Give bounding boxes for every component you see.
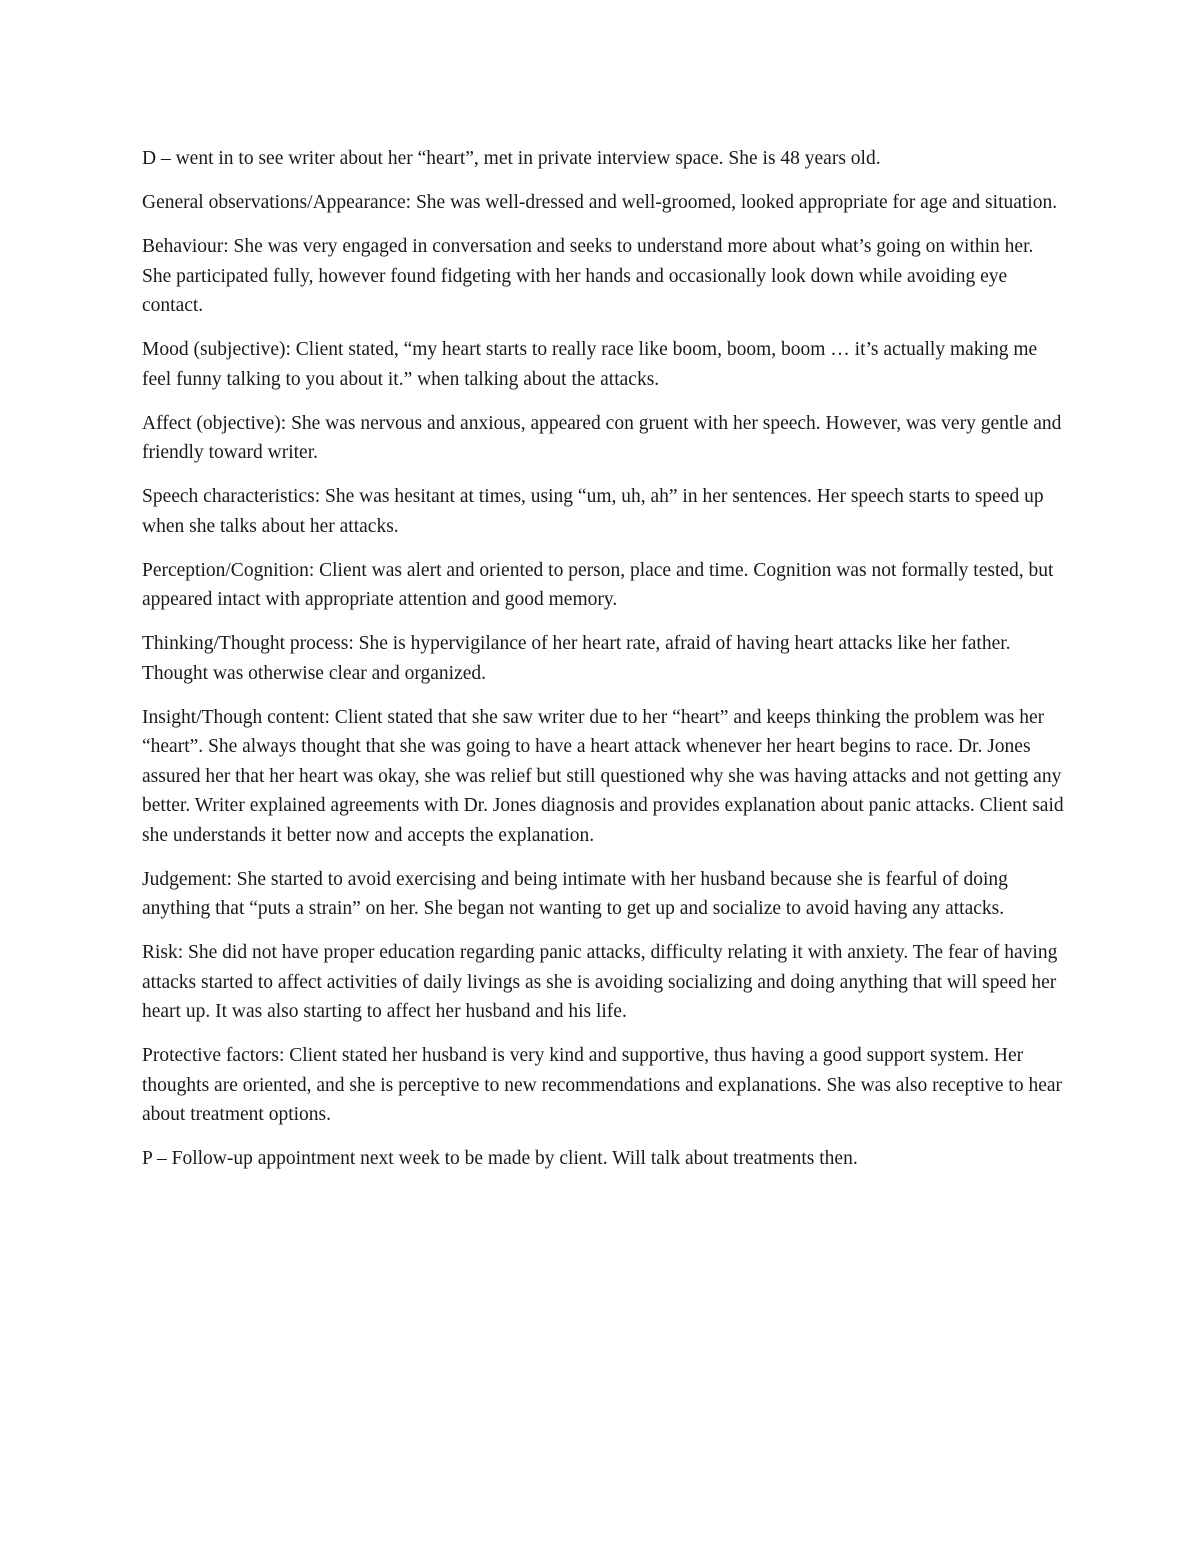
paragraph-behaviour: Behaviour: She was very engaged in conversation and seeks to understand more about what’s going on within her. She participated fully, however found fidgeting with her hands and occasionally look down while avoiding eye contact. xyxy=(142,236,1034,316)
document-body xyxy=(142,144,1067,1188)
paragraph-risk: Risk: She did not have proper education regarding panic attacks, difficulty relating it with anxiety. The fear of having attacks started to affect activities of daily livings as she is avoiding socializing and doing anything that will speed her heart up. It was also starting to affect her husband and his life. xyxy=(142,942,1058,1022)
paragraph-judgement: Judgement: She started to avoid exercising and being intimate with her husband because she is fearful of doing anything that “puts a strain” on her. She began not wanting to get up and socialize to avoid having any attacks. xyxy=(142,868,1008,919)
paragraph-insight: Insight/Though content: Client stated that she saw writer due to her “heart” and keeps thinking the problem was her “heart”. She always thought that she was going to have a heart attack whenever her heart begins to race. Dr. Jones assured her that her heart was okay, she was relief but still questioned why she was having attacks and not getting any better. Writer explained agreements with Dr. Jones diagnosis and provides explanation about panic attacks. Client said she understands it better now and accepts the explanation. xyxy=(142,706,1064,846)
paragraph-affect: Affect (objective): She was nervous and anxious, appeared con gruent with her speech. However, was very gentle and friendly toward writer. xyxy=(142,412,1062,463)
paragraph-appearance: General observations/Appearance: She was well-dressed and well-groomed, looked appropriate for age and situation. xyxy=(142,192,1058,213)
paragraph-protective-factors: Protective factors: Client stated her husband is very kind and supportive, thus having a good support system. Her thoughts are oriented, and she is perceptive to new recommendations and explanations. She was also receptive to hear about treatment options. xyxy=(142,1045,1062,1125)
paragraph-plan: P – Follow-up appointment next week to be made by client. Will talk about treatments then. xyxy=(142,1148,858,1169)
paragraph-speech: Speech characteristics: She was hesitant at times, using “um, uh, ah” in her sentences. Her speech starts to speed up when she talks about her attacks. xyxy=(142,486,1044,537)
paragraph-mood: Mood (subjective): Client stated, “my heart starts to really race like boom, boom, boom … it’s actually making me feel funny talking to you about it.” when talking about the attacks. xyxy=(142,339,1038,390)
paragraph-thinking: Thinking/Thought process: She is hypervigilance of her heart rate, afraid of having heart attacks like her father. Thought was otherwise clear and organized. xyxy=(142,633,1011,684)
paragraph-perception: Perception/Cognition: Client was alert and oriented to person, place and time. Cognition was not formally tested, but appeared intact with appropriate attention and good memory. xyxy=(142,559,1054,610)
paragraph-data-note: D – went in to see writer about her “heart”, met in private interview space. She is 48 years old. xyxy=(142,148,881,169)
